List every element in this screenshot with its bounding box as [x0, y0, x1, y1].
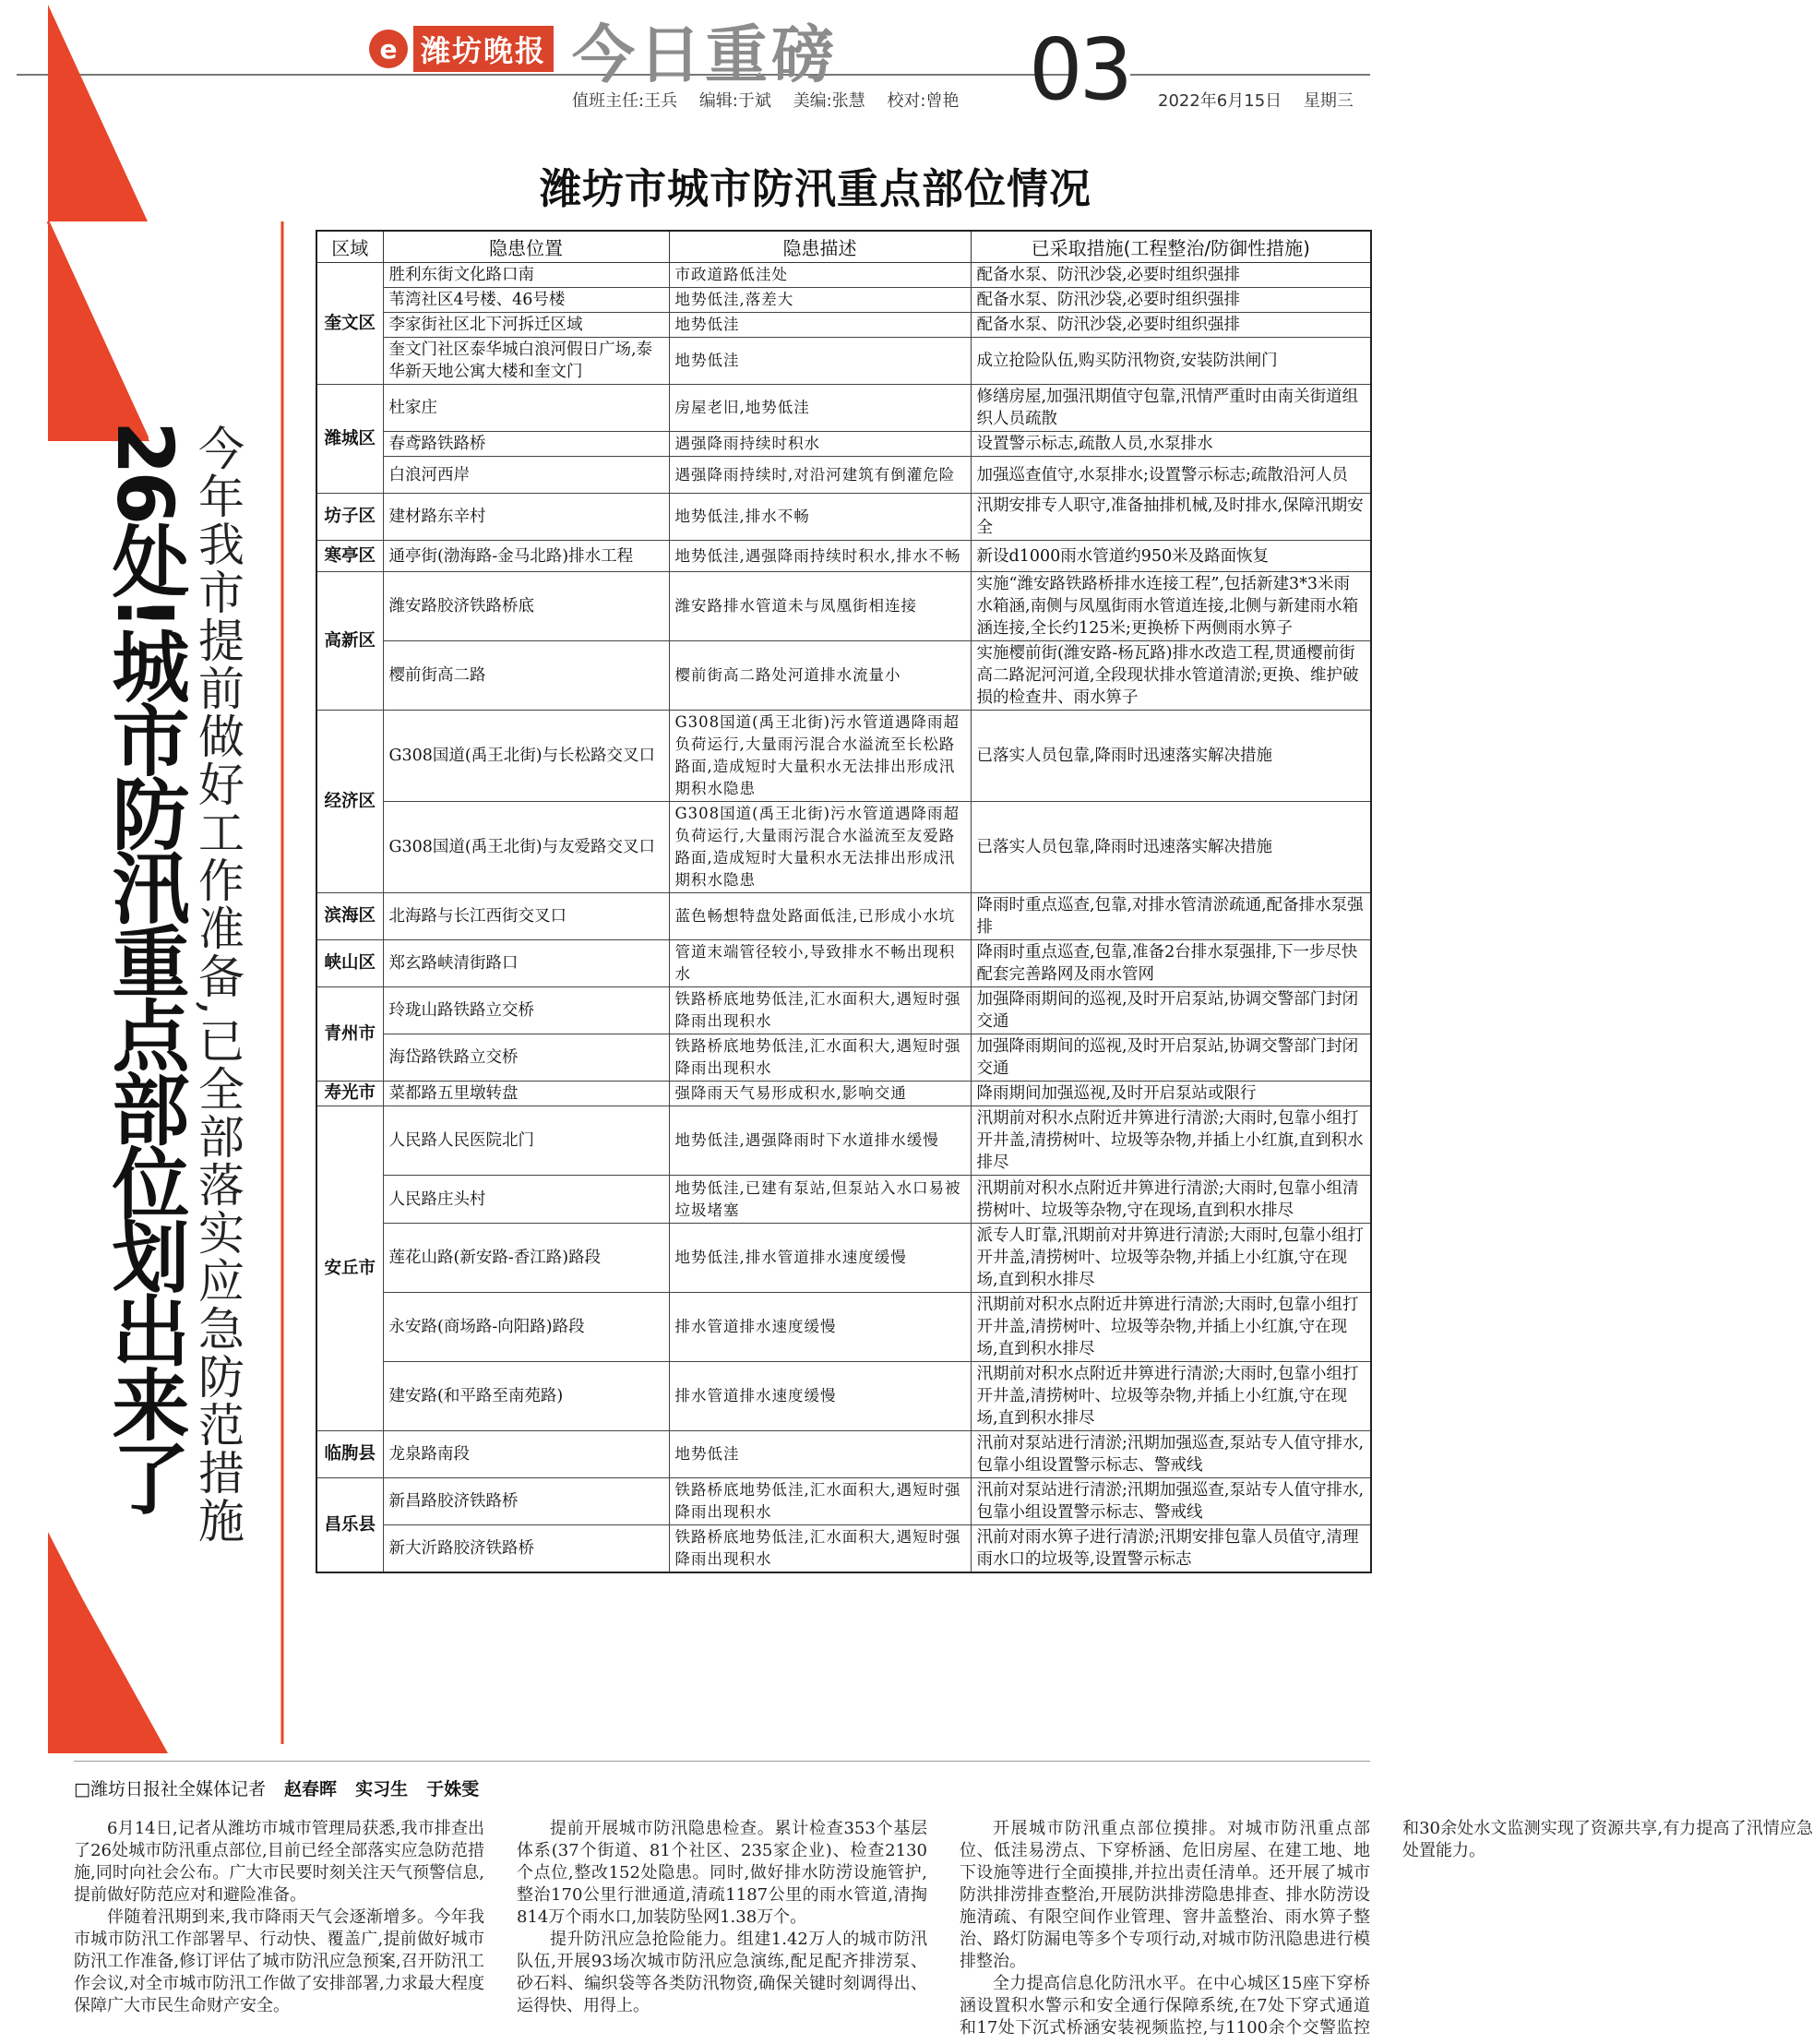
measures-cell: 加强降雨期间的巡视,及时开启泵站,协调交警部门封闭交通: [971, 987, 1371, 1034]
table-row: [316, 385, 1371, 432]
table-row: [316, 313, 1371, 338]
description-cell: 市政道路低洼处: [669, 263, 971, 288]
area-cell: 滨海区: [316, 893, 383, 940]
byline: [74, 1775, 479, 1800]
description-cell: 房屋老旧,地势低洼: [669, 385, 971, 432]
table-row: [316, 1034, 1371, 1082]
table-row: [316, 541, 1371, 572]
byline-name-3: 于姝雯: [426, 1779, 480, 1799]
description-cell: 地势低洼,遇强降雨持续时积水,排水不畅: [669, 541, 971, 572]
measures-cell: 成立抢险队伍,购买防汛物资,安装防洪闸门: [971, 338, 1371, 385]
article-body: [74, 1818, 1813, 2044]
table-row: [316, 893, 1371, 940]
measures-cell: 配备水泵、防汛沙袋,必要时组织强排: [971, 288, 1371, 313]
paper-logo: [369, 28, 554, 70]
description-cell: 地势低洼,排水管道排水速度缓慢: [669, 1224, 971, 1293]
measures-cell: 配备水泵、防汛沙袋,必要时组织强排: [971, 263, 1371, 288]
location-cell: 北海路与长江西街交叉口: [383, 893, 669, 940]
area-cell: 奎文区: [316, 263, 383, 385]
header-area: 区域: [316, 231, 383, 263]
table-header-row: [316, 231, 1371, 263]
masthead-rule-right: [1130, 74, 1370, 76]
credit-proof: 校对:曾艳: [887, 91, 960, 111]
description-cell: G308国道(禹王北街)污水管道遇降雨超负荷运行,大量雨污混合水溢流至长松路路面,造成短时大量积水无法排出形成汛期积水隐患: [669, 711, 971, 802]
area-cell: 寒亭区: [316, 541, 383, 572]
logo-icon: e: [369, 30, 408, 68]
description-cell: 遇强降雨持续时积水: [669, 432, 971, 457]
measures-cell: 配备水泵、防汛沙袋,必要时组织强排: [971, 313, 1371, 338]
table-row: [316, 711, 1371, 802]
location-cell: 永安路(商场路-向阳路)路段: [383, 1293, 669, 1362]
measures-cell: 已落实人员包靠,降雨时迅速落实解决措施: [971, 802, 1371, 893]
table-row: [316, 1362, 1371, 1431]
description-cell: 地势低洼: [669, 1431, 971, 1478]
area-cell: 临朐县: [316, 1431, 383, 1478]
decor-triangle-bottom: [48, 5, 148, 221]
measures-cell: 实施“潍安路铁路桥排水连接工程”,包括新建3*3米雨水箱涵,南侧与凤凰街雨水管道连接,北侧与新建雨水箱涵连接,全长约125米;更换桥下两侧雨水箅子: [971, 572, 1371, 641]
table-row: [316, 987, 1371, 1034]
issue-date: [1158, 88, 1370, 112]
location-cell: 郑玄路峡清街路口: [383, 940, 669, 987]
location-cell: 龙泉路南段: [383, 1431, 669, 1478]
table-row: [316, 338, 1371, 385]
measures-cell: 已落实人员包靠,降雨时迅速落实解决措施: [971, 711, 1371, 802]
description-cell: 地势低洼,排水不畅: [669, 494, 971, 541]
description-cell: 地势低洼: [669, 313, 971, 338]
table-row: [316, 457, 1371, 494]
measures-cell: 降雨期间加强巡视,及时开启泵站或限行: [971, 1082, 1371, 1106]
table-row: [316, 1082, 1371, 1106]
location-cell: 春鸢路铁路桥: [383, 432, 669, 457]
measures-cell: 派专人盯靠,汛期前对井箅进行清淤;大雨时,包靠小组打开井盖,清捞树叶、垃圾等杂物,并插上小红旗,守在现场,直到积水排尽: [971, 1224, 1371, 1293]
flood-points-table: [316, 230, 1372, 1573]
table-row: [316, 1176, 1371, 1224]
measures-cell: 实施樱前街(潍安路-杨瓦路)排水改造工程,贯通樱前街高二路泥河河道,全段现状排水管道清淤;更换、维护破损的检查井、雨水箅子: [971, 641, 1371, 711]
credit-duty: 值班主任:王兵: [572, 91, 678, 111]
table-row: [316, 802, 1371, 893]
paper-name: 潍坊晚报: [413, 26, 554, 72]
location-cell: 奎文门社区泰华城白浪河假日广场,泰华新天地公寓大楼和奎文门: [383, 338, 669, 385]
description-cell: 地势低洼,遇强降雨时下水道排水缓慢: [669, 1106, 971, 1176]
measures-cell: 加强巡查值守,水泵排水;设置警示标志;疏散沿河人员: [971, 457, 1371, 494]
description-cell: 铁路桥底地势低洼,汇水面积大,遇短时强降雨出现积水: [669, 1034, 971, 1082]
location-cell: 新大沂路胶济铁路桥: [383, 1525, 669, 1573]
description-cell: 铁路桥底地势低洼,汇水面积大,遇短时强降雨出现积水: [669, 1478, 971, 1525]
table-row: [316, 1431, 1371, 1478]
table-row: [316, 641, 1371, 711]
byline-name-2: 实习生: [355, 1779, 409, 1799]
article-paragraph: 开展城市防汛重点部位摸排。对城市防汛重点部位、低洼易涝点、下穿桥涵、危旧房屋、在建工地、地下设施等进行全面摸排,并拉出责任清单。还开展了城市防洪排涝排查整治,开展防洪排涝隐患排查、排水防涝设施清疏、有限空间作业管理、窨井盖整治、雨水箅子整治、路灯防漏电等多个专项行动,对城市防汛隐患进行模排整治。: [960, 1819, 1370, 1971]
byline-name-1: 赵春晖: [284, 1779, 338, 1799]
article-paragraph: 全力提高信息化防汛水平。在中心城区15座下穿桥涵设置积水警示和安全通行保障系统,在7处下穿式通道和17处下沉式桥涵安装视频监控,与1100余个交警监控和30余处水文监测实现了资源共享,有力提高了汛情应急处置能力。: [960, 1819, 1813, 2038]
location-cell: 建安路(和平路至南苑路): [383, 1362, 669, 1431]
byline-lead: □潍坊日报社全媒体记者: [74, 1779, 266, 1799]
description-cell: 潍安路排水管道未与凤凰街相连接: [669, 572, 971, 641]
location-cell: 樱前街高二路: [383, 641, 669, 711]
table-title: 潍坊市城市防汛重点部位情况: [540, 164, 1092, 213]
description-cell: 强降雨天气易形成积水,影响交通: [669, 1082, 971, 1106]
table-row: [316, 572, 1371, 641]
description-cell: 排水管道排水速度缓慢: [669, 1362, 971, 1431]
article-paragraph: 伴随着汛期到来,我市降雨天气会逐渐增多。今年我市城市防汛工作部署早、行动快、覆盖广,提前做好城市防汛工作准备,修订评估了城市防汛应急预案,召开防汛工作会议,对全市城市防汛工作做了安排部署,力求最大程度保障广大市民生命财产安全。: [74, 1907, 484, 2015]
description-cell: 地势低洼,落差大: [669, 288, 971, 313]
editor-credits: [572, 88, 976, 112]
table-row: [316, 432, 1371, 457]
table-row: [316, 1224, 1371, 1293]
area-cell: 青州市: [316, 987, 383, 1082]
measures-cell: 汛前对泵站进行清淤;汛期加强巡查,泵站专人值守排水,包靠小组设置警示标志、警戒线: [971, 1431, 1371, 1478]
header-location: 隐患位置: [383, 231, 669, 263]
measures-cell: 汛期前对积水点附近井箅进行清淤;大雨时,包靠小组打开井盖,清捞树叶、垃圾等杂物,并插上小红旗,守在现场,直到积水排尽: [971, 1293, 1371, 1362]
area-cell: 寿光市: [316, 1082, 383, 1106]
description-cell: 铁路桥底地势低洼,汇水面积大,遇短时强降雨出现积水: [669, 987, 971, 1034]
table-row: [316, 1106, 1371, 1176]
table-row: [316, 263, 1371, 288]
location-cell: G308国道(禹王北街)与友爱路交叉口: [383, 802, 669, 893]
area-cell: 高新区: [316, 572, 383, 711]
location-cell: 海岱路铁路立交桥: [383, 1034, 669, 1082]
location-cell: G308国道(禹王北街)与长松路交叉口: [383, 711, 669, 802]
table-row: [316, 288, 1371, 313]
table-row: [316, 1525, 1371, 1573]
area-cell: 潍城区: [316, 385, 383, 494]
location-cell: 通亭街(渤海路-金马北路)排水工程: [383, 541, 669, 572]
measures-cell: 汛前对雨水箅子进行清淤;汛期安排包靠人员值守,清理雨水口的垃圾等,设置警示标志: [971, 1525, 1371, 1573]
measures-cell: 汛期安排专人职守,准备抽排机械,及时排水,保障汛期安全: [971, 494, 1371, 541]
measures-cell: 修缮房屋,加强汛期值守包靠,汛情严重时由南关街道组织人员疏散: [971, 385, 1371, 432]
table-row: [316, 940, 1371, 987]
location-cell: 白浪河西岸: [383, 457, 669, 494]
measures-cell: 汛期前对积水点附近井箅进行清淤;大雨时,包靠小组清捞树叶、垃圾等杂物,守在现场,直到积水排尽: [971, 1176, 1371, 1224]
masthead-rule: [17, 74, 1068, 76]
measures-cell: 加强降雨期间的巡视,及时开启泵站,协调交警部门封闭交通: [971, 1034, 1371, 1082]
section-title: 今日重磅: [572, 19, 839, 92]
location-cell: 建材路东辛村: [383, 494, 669, 541]
description-cell: 地势低洼: [669, 338, 971, 385]
measures-cell: 降雨时重点巡查,包靠,准备2台排水泵强排,下一步尽快配套完善路网及雨水管网: [971, 940, 1371, 987]
description-cell: G308国道(禹王北街)污水管道遇降雨超负荷运行,大量雨污混合水溢流至友爱路路面,造成短时大量积水无法排出形成汛期积水隐患: [669, 802, 971, 893]
credit-editor: 编辑:于斌: [698, 91, 771, 111]
article-rule: [74, 1761, 1370, 1762]
article-paragraph: 6月14日,记者从潍坊市城市管理局获悉,我市排查出了26处城市防汛重点部位,目前已经全部落实应急防范措施,同时向社会公布。广大市民要时刻关注天气预警信息,提前做好防范应对和避险准备。: [74, 1819, 484, 1905]
area-cell: 坊子区: [316, 494, 383, 541]
area-cell: 安丘市: [316, 1106, 383, 1431]
header-measures: 已采取措施(工程整治/防御性措施): [971, 231, 1371, 263]
location-cell: 人民路庄头村: [383, 1176, 669, 1224]
area-cell: 峡山区: [316, 940, 383, 987]
area-cell: 经济区: [316, 711, 383, 893]
table-row: [316, 494, 1371, 541]
description-cell: 樱前街高二路处河道排水流量小: [669, 641, 971, 711]
description-cell: 遇强降雨持续时,对沿河建筑有倒灌危险: [669, 457, 971, 494]
headline-sub: 今年我市提前做好工作准备,已全部落实应急防范措施: [191, 424, 245, 1545]
location-cell: 玲珑山路铁路立交桥: [383, 987, 669, 1034]
description-cell: 管道末端管径较小,导致排水不畅出现积水: [669, 940, 971, 987]
measures-cell: 汛前对泵站进行清淤;汛期加强巡查,泵站专人值守排水,包靠小组设置警示标志、警戒线: [971, 1478, 1371, 1525]
headline-main: 26处!城市防汛重点部位划出来了: [100, 421, 190, 1513]
location-cell: 胜利东街文化路口南: [383, 263, 669, 288]
location-cell: 李家街社区北下河拆迁区域: [383, 313, 669, 338]
article-paragraph: 提升防汛应急抢险能力。组建1.42万人的城市防汛队伍,开展93场次城市防汛应急演练,配足配齐排涝泵、砂石料、编织袋等各类防汛物资,确保关键时刻调得出、运得快、用得上。: [517, 1930, 927, 2015]
article-paragraph: 提前开展城市防汛隐患检查。累计检查353个基层体系(37个街道、81个社区、235家企业)、检查2130个点位,整改152处隐患。同时,做好排水防涝设施管护,整治170公里行泄通道,清疏1187公里的雨水管道,清掏814万个雨水口,加装防坠网1.38万个。: [517, 1819, 927, 1927]
measures-cell: 设置警示标志,疏散人员,水泵排水: [971, 432, 1371, 457]
table-row: [316, 1478, 1371, 1525]
location-cell: 潍安路胶济铁路桥底: [383, 572, 669, 641]
description-cell: 地势低洼,已建有泵站,但泵站入水口易被垃圾堵塞: [669, 1176, 971, 1224]
decor-triangle-mid: [48, 1536, 177, 1753]
measures-cell: 汛期前对积水点附近井箅进行清淤;大雨时,包靠小组打开井盖,清捞树叶、垃圾等杂物,并插上小红旗,守在现场,直到积水排尽: [971, 1362, 1371, 1431]
location-cell: 人民路人民医院北门: [383, 1106, 669, 1176]
table-row: [316, 1293, 1371, 1362]
location-cell: 杜家庄: [383, 385, 669, 432]
table-body: [316, 263, 1371, 1573]
header-description: 隐患描述: [669, 231, 971, 263]
decor-triangle-head: [48, 224, 177, 446]
description-cell: 蓝色畅想特盘处路面低洼,已形成小水坑: [669, 893, 971, 940]
location-cell: 新昌路胶济铁路桥: [383, 1478, 669, 1525]
credit-art: 美编:张慧: [793, 91, 865, 111]
page-number: 03: [1029, 20, 1130, 119]
location-cell: 莲花山路(新安路-香江路)路段: [383, 1224, 669, 1293]
measures-cell: 新设d1000雨水管道约950米及路面恢复: [971, 541, 1371, 572]
measures-cell: 汛期前对积水点附近井箅进行清淤;大雨时,包靠小组打开井盖,清捞树叶、垃圾等杂物,并插上小红旗,直到积水排尽: [971, 1106, 1371, 1176]
location-cell: 菜都路五里墩转盘: [383, 1082, 669, 1106]
description-cell: 铁路桥底地势低洼,汇水面积大,遇短时强降雨出现积水: [669, 1525, 971, 1573]
date-text: 2022年6月15日: [1158, 91, 1282, 111]
weekday-text: 星期三: [1303, 91, 1354, 111]
description-cell: 排水管道排水速度缓慢: [669, 1293, 971, 1362]
measures-cell: 降雨时重点巡查,包靠,对排水管清淤疏通,配备排水泵强排: [971, 893, 1371, 940]
location-cell: 苇湾社区4号楼、46号楼: [383, 288, 669, 313]
area-cell: 昌乐县: [316, 1478, 383, 1573]
